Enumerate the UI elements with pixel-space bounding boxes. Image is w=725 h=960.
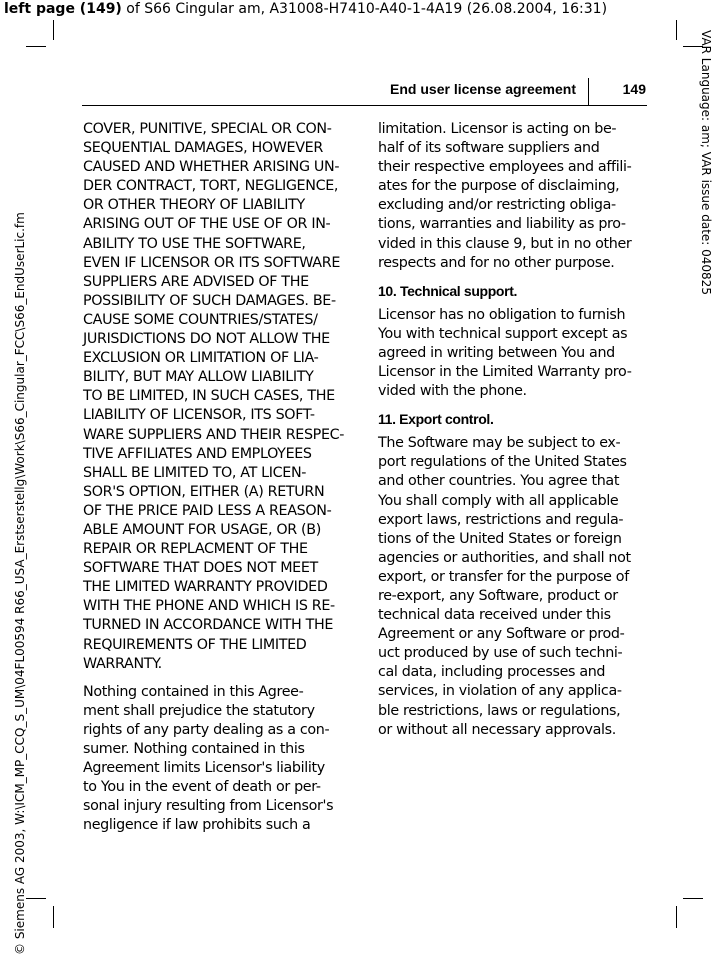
- text-line: SOFTWARE THAT DOES NOT MEET: [83, 560, 318, 577]
- text-line: WITH THE PHONE AND WHICH IS RE-: [83, 598, 335, 615]
- text-line: You with technical support except as: [378, 325, 628, 342]
- text-line: respects and for no other purpose.: [378, 254, 615, 271]
- text-line: tions of the United States or foreign: [378, 530, 622, 547]
- text-line: SHALL BE LIMITED TO, AT LICEN-: [83, 464, 307, 481]
- text-line: vided with the phone.: [378, 383, 527, 400]
- text-line: POSSIBILITY OF SUCH DAMAGES. BE-: [83, 292, 336, 309]
- text-line: Licensor has no obligation to furnish: [378, 306, 626, 323]
- text-line: You shall comply with all applicable: [378, 492, 619, 509]
- text-line: SUPPLIERS ARE ADVISED OF THE: [83, 273, 309, 290]
- paragraph-limitation: [378, 120, 650, 273]
- running-header-title: End user license agreement: [390, 81, 576, 97]
- text-line: COVER, PUNITIVE, SPECIAL OR CON-: [83, 121, 332, 137]
- text-line: sumer. Nothing contained in this: [83, 741, 305, 757]
- text-line: SOR'S OPTION, EITHER (A) RETURN: [83, 483, 325, 500]
- print-meta-prefix: left page (149): [4, 1, 122, 17]
- text-line: JURISDICTIONS DO NOT ALLOW THE: [83, 331, 330, 348]
- text-line: CAUSE SOME COUNTRIES/STATES/: [83, 311, 318, 328]
- left-column: [83, 120, 355, 844]
- text-line: services, in violation of any applica-: [378, 683, 622, 700]
- text-line: port regulations of the United States: [378, 454, 627, 471]
- text-line: Agreement or any Software or prod-: [378, 626, 625, 643]
- text-line: half of its software suppliers and: [378, 140, 600, 157]
- text-line: DER CONTRACT, TORT, NEGLIGENCE,: [83, 178, 339, 195]
- text-line: export, or transfer for the purpose of: [378, 568, 629, 585]
- text-line: technical data received under this: [378, 607, 611, 624]
- text-line: ble restrictions, laws or regulations,: [378, 702, 621, 719]
- file-path-note: © Siemens AG 2003, W:\ICM_MP_CCQ_S_UM\04FL00594 R66_USA_Erstserstellg\Work\S66_Cingular_FCC\S66_EndUserLic.fm: [13, 212, 27, 955]
- text-line: THE LIMITED WARRANTY PROVIDED: [83, 579, 328, 596]
- text-line: WARE SUPPLIERS AND THEIR RESPEC-: [83, 426, 345, 443]
- text-line: Agreement limits Licensor's liability: [83, 760, 325, 777]
- text-line: cal data, including processes and: [378, 664, 606, 681]
- crop-mark: [53, 906, 54, 928]
- text-line: agreed in writing between You and: [378, 344, 615, 361]
- text-line: Nothing contained in this Agree-: [83, 683, 304, 700]
- crop-mark: [676, 906, 677, 928]
- text-line: ates for the purpose of disclaiming,: [378, 178, 620, 195]
- text-line: ARISING OUT OF THE USE OF OR IN-: [83, 216, 331, 233]
- text-line: Licensor in the Limited Warranty pro-: [378, 364, 632, 381]
- right-column: [378, 120, 650, 749]
- text-line: limitation. Licensor is acting on be-: [378, 121, 617, 137]
- text-line: TURNED IN ACCORDANCE WITH THE: [83, 617, 334, 634]
- text-line: OR OTHER THEORY OF LIABILITY: [83, 197, 305, 214]
- text-line: tions, warranties and liability as pro-: [378, 216, 626, 233]
- text-line: to You in the event of death or per-: [83, 779, 321, 796]
- text-line: excluding and/or restricting obliga-: [378, 197, 616, 214]
- crop-mark: [676, 20, 677, 40]
- header-divider: [588, 78, 589, 106]
- text-line: and other countries. You agree that: [378, 473, 620, 490]
- text-line: or without all necessary approvals.: [378, 721, 616, 738]
- text-line: CAUSED AND WHETHER ARISING UN-: [83, 159, 340, 176]
- text-line: REQUIREMENTS OF THE LIMITED: [83, 636, 307, 653]
- text-line: sonal injury resulting from Licensor's: [83, 798, 334, 815]
- heading-technical-support: 10. Technical support.: [378, 282, 518, 299]
- crop-mark: [26, 898, 46, 899]
- text-line: re-export, any Software, product or: [378, 587, 618, 604]
- text-line: export laws, restrictions and regula-: [378, 511, 624, 528]
- text-line: SEQUENTIAL DAMAGES, HOWEVER: [83, 140, 323, 157]
- text-line: TIVE AFFILIATES AND EMPLOYEES: [83, 445, 312, 462]
- text-line: their respective employees and affili-: [378, 159, 632, 176]
- print-meta-rest: of S66 Cingular am, A31008-H7410-A40-1-4A19 (26.08.2004, 16:31): [121, 1, 608, 17]
- print-meta-line: [4, 0, 724, 18]
- text-line: WARRANTY.: [83, 655, 162, 672]
- paragraph-export-control: [378, 434, 650, 740]
- text-line: ment shall prejudice the statutory: [83, 702, 315, 719]
- text-line: rights of any party dealing as a con-: [83, 721, 330, 738]
- var-language-note: VAR Language: am; VAR issue date: 040825: [699, 30, 713, 295]
- crop-mark: [26, 46, 46, 47]
- text-line: LIABILITY OF LICENSOR, ITS SOFT-: [83, 407, 315, 424]
- text-line: OF THE PRICE PAID LESS A REASON-: [83, 502, 332, 519]
- text-line: ABILITY TO USE THE SOFTWARE,: [83, 235, 306, 252]
- text-line: TO BE LIMITED, IN SUCH CASES, THE: [83, 388, 335, 405]
- text-line: agencies or authorities, and shall not: [378, 549, 631, 566]
- crop-mark: [53, 20, 54, 40]
- paragraph-technical-support: [378, 306, 650, 401]
- text-line: The Software may be subject to ex-: [378, 435, 621, 452]
- paragraph-statutory-rights: [83, 683, 355, 836]
- text-line: ABLE AMOUNT FOR USAGE, OR (B): [83, 521, 321, 538]
- text-line: vided in this clause 9, but in no other: [378, 235, 632, 252]
- crop-mark: [683, 898, 703, 899]
- text-line: BILITY, BUT MAY ALLOW LIABILITY: [83, 369, 314, 386]
- heading-export-control: 11. Export control.: [378, 411, 494, 428]
- header-rule: [82, 105, 647, 106]
- text-line: REPAIR OR REPLACMENT OF THE: [83, 541, 308, 558]
- text-line: EXCLUSION OR LIMITATION OF LIA-: [83, 350, 319, 367]
- paragraph-disclaimer-caps: [83, 120, 355, 674]
- text-line: EVEN IF LICENSOR OR ITS SOFTWARE: [83, 254, 341, 271]
- text-line: uct produced by use of such techni-: [378, 645, 623, 662]
- text-line: negligence if law prohibits such a: [83, 817, 311, 834]
- page-number: 149: [622, 81, 646, 97]
